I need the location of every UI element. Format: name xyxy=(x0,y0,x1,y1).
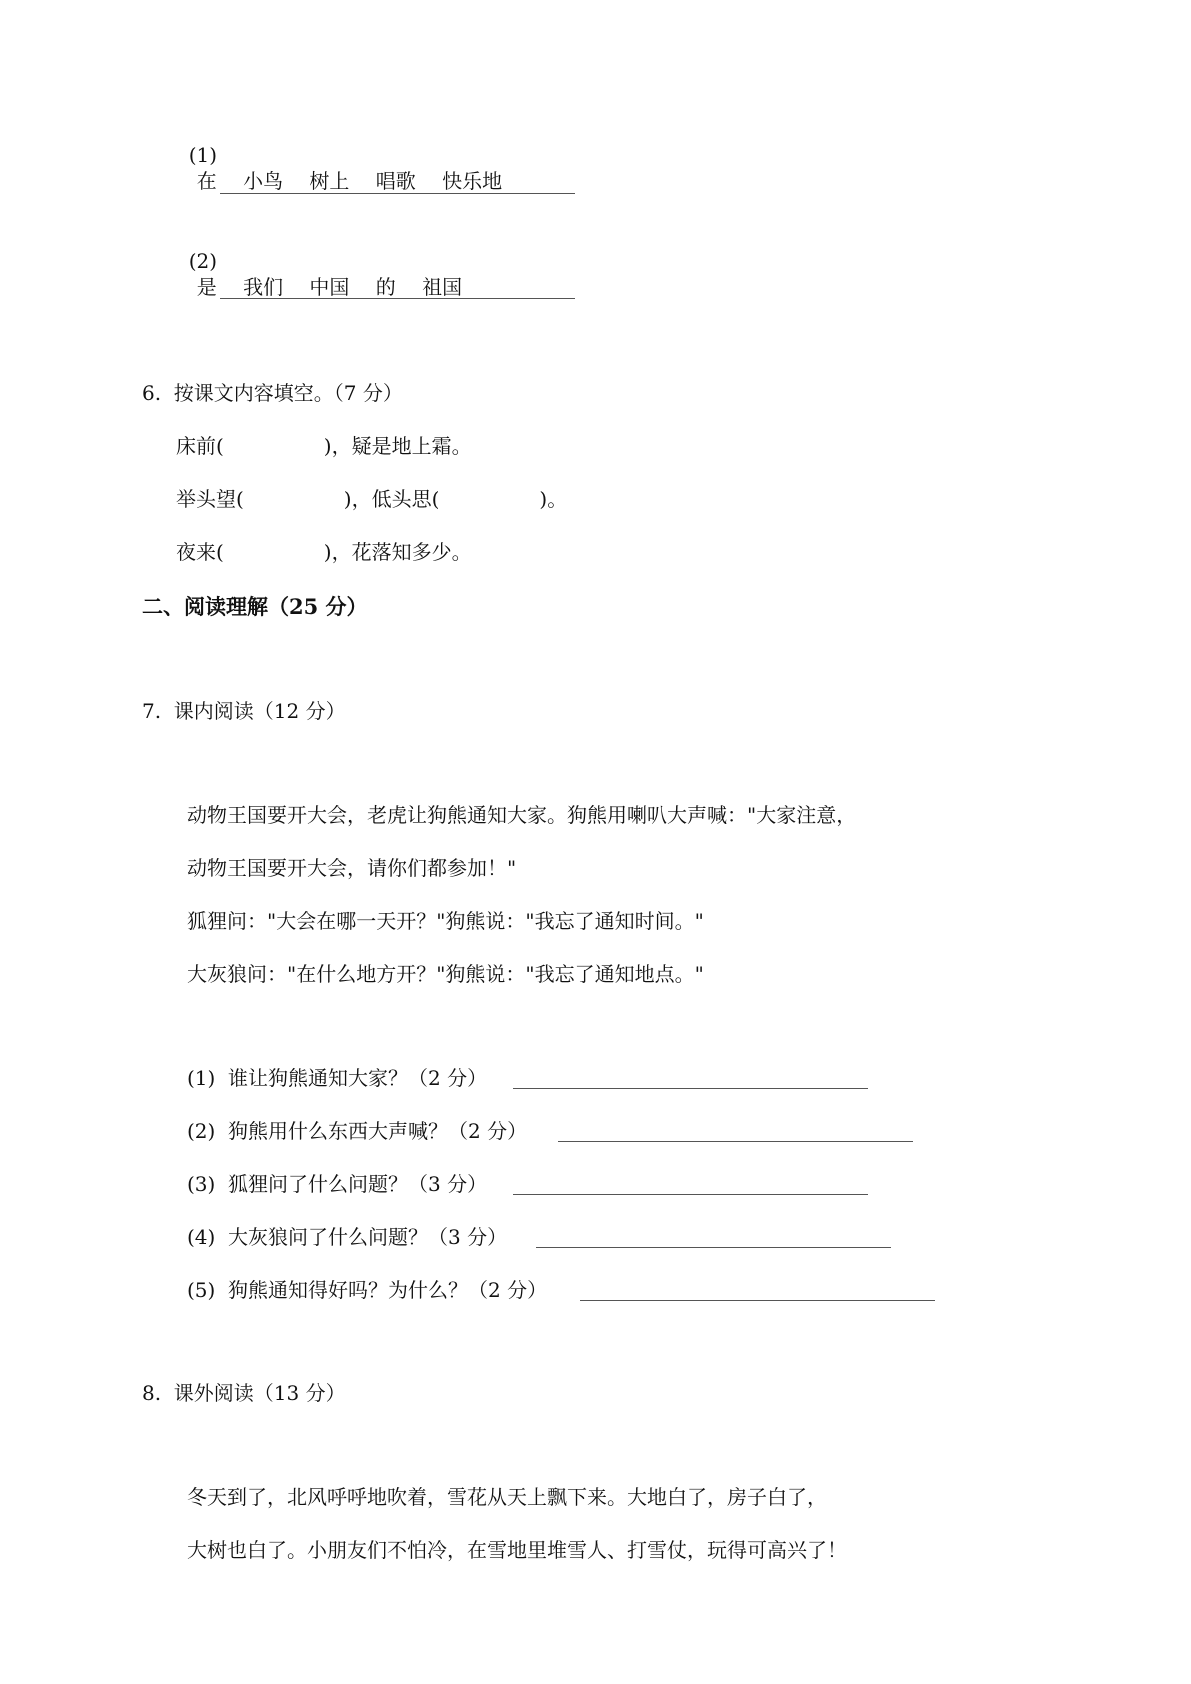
q7-question-1: (1) 谁让狗熊通知大家？（2 分） xyxy=(187,1066,488,1090)
q6-line-1: 床前( )，疑是地上霜。 xyxy=(176,434,472,458)
q8-title: 8. 课外阅读（13 分） xyxy=(142,1381,346,1405)
q7-title: 7. 课内阅读（12 分） xyxy=(142,699,346,723)
q7-passage-line-3: 狐狸问："大会在哪一天开？"狗熊说："我忘了通知时间。" xyxy=(187,909,704,933)
q7-passage-line-1: 动物王国要开大会，老虎让狗熊通知大家。狗熊用喇叭大声喊："大家注意， xyxy=(187,803,857,827)
q8-passage-line-1: 冬天到了，北风呼呼地吹着，雪花从天上飘下来。大地白了，房子白了， xyxy=(187,1485,827,1509)
q7-question-1-answer-line[interactable] xyxy=(513,1088,868,1089)
q7-question-2: (2) 狗熊用什么东西大声喊？（2 分） xyxy=(187,1119,528,1143)
q7-question-5: (5) 狗熊通知得好吗？为什么？（2 分） xyxy=(187,1278,548,1302)
q7-question-5-answer-line[interactable] xyxy=(580,1300,935,1301)
q7-passage-line-2: 动物王国要开大会，请你们都参加！" xyxy=(187,856,517,880)
q5-item-1-answer-line[interactable] xyxy=(220,193,575,194)
q7-question-3: (3) 狐狸问了什么问题？（3 分） xyxy=(187,1172,488,1196)
q7-question-2-answer-line[interactable] xyxy=(558,1141,913,1142)
q6-title: 6. 按课文内容填空。（7 分） xyxy=(142,381,403,405)
q7-question-4: (4) 大灰狼问了什么问题？（3 分） xyxy=(187,1225,508,1249)
q5-item-1-number: (1) xyxy=(188,143,218,167)
q5-item-2-number: (2) xyxy=(188,249,218,273)
q8-passage-line-2: 大树也白了。小朋友们不怕冷，在雪地里堆雪人、打雪仗，玩得可高兴了！ xyxy=(187,1538,847,1562)
q6-line-3: 夜来( )，花落知多少。 xyxy=(176,540,472,564)
section-2-heading: 二、阅读理解（25 分） xyxy=(142,594,368,619)
q7-question-3-answer-line[interactable] xyxy=(513,1194,868,1195)
q5-item-1 xyxy=(176,116,502,194)
q7-passage-line-4: 大灰狼问："在什么地方开？"狗熊说："我忘了通知地点。" xyxy=(187,962,704,986)
q5-item-2-answer-line[interactable] xyxy=(220,298,575,299)
q6-line-2: 举头望( )，低头思( )。 xyxy=(176,487,568,511)
q5-item-2-words: 是 我们 中国 的 祖国 xyxy=(196,275,463,299)
q5-item-2 xyxy=(176,222,462,300)
q5-item-1-words: 在 小鸟 树上 唱歌 快乐地 xyxy=(196,169,503,193)
q7-question-4-answer-line[interactable] xyxy=(536,1247,891,1248)
